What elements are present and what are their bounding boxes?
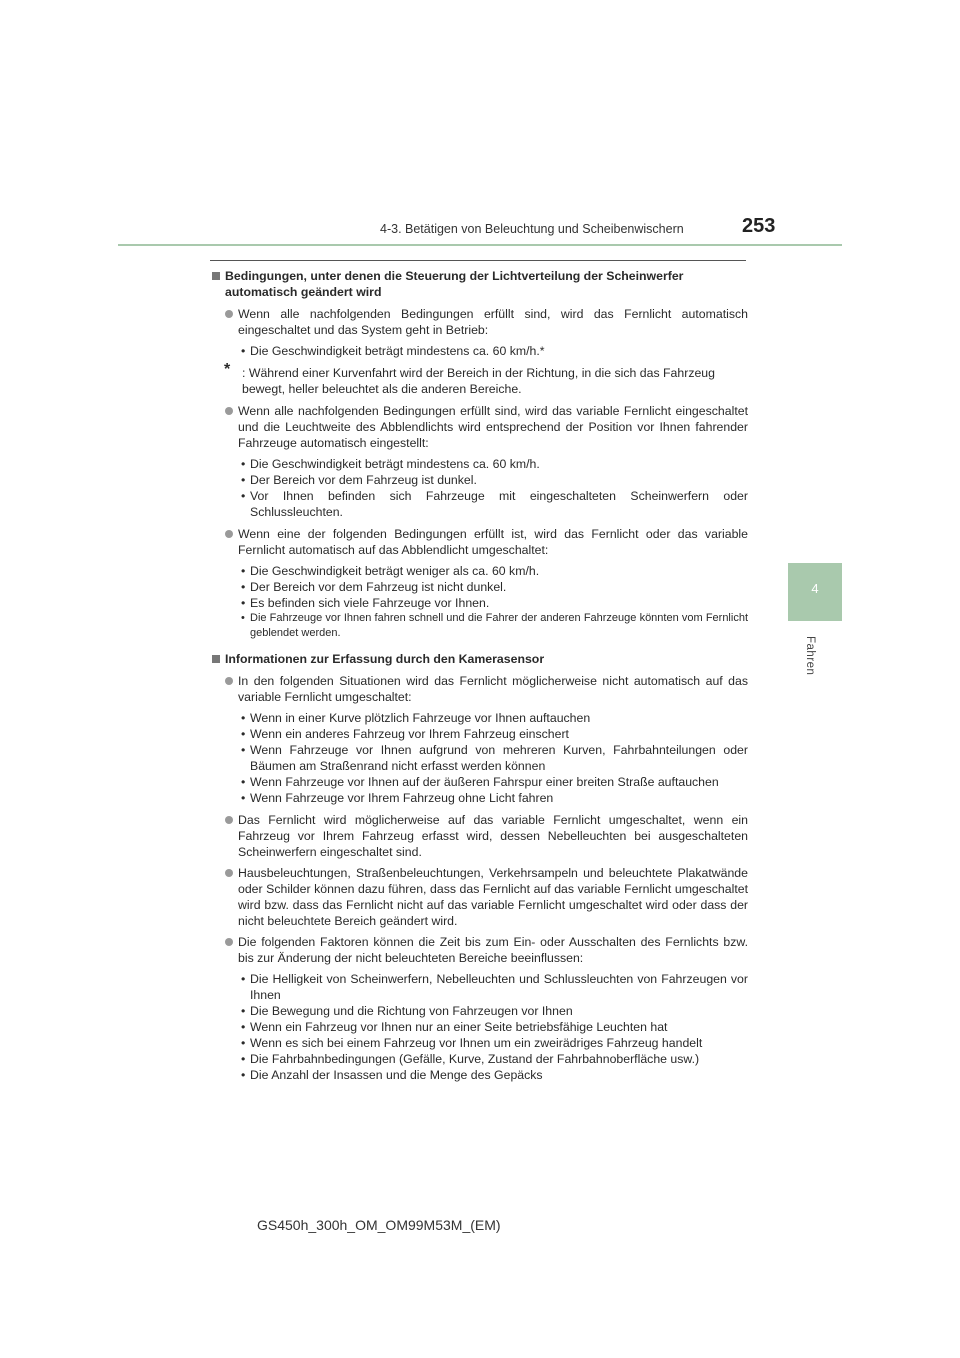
sub-list bbox=[212, 343, 748, 359]
sub-item: • Die Geschwindigkeit beträgt weniger als ca. 60 km/h. bbox=[241, 564, 540, 578]
sub-item: • Die Anzahl der Insassen und die Menge des Gepäcks bbox=[241, 1068, 543, 1082]
bullet-item: Hausbeleuchtungen, Straßenbeleuchtungen, Verkehrsampeln und beleuchtete Plakatwände oder Schilder können dazu führen, dass das Fernlicht auf das variable Fernlicht umgeschaltet wird bzw. dass das Fernlicht nicht auf das variable Fernlicht umgeschaltet wird oder dass der nicht beleuchtete Bereich geändert wird. bbox=[212, 865, 748, 929]
sub-item: • Es befinden sich viele Fahrzeuge vor Ihnen. bbox=[241, 596, 490, 610]
document-footer: GS450h_300h_OM_OM99M53M_(EM) bbox=[257, 1217, 501, 1233]
circle-bullet-icon bbox=[225, 677, 233, 685]
sub-item: • Wenn es sich bei einem Fahrzeug vor Ihnen um ein zweirädriges Fahrzeug handelt bbox=[241, 1036, 703, 1050]
page-number: 253 bbox=[742, 215, 776, 237]
sub-item: • Die Helligkeit von Scheinwerfern, Nebelleuchten und Schlussleuchten von Fahrzeugen vor Ihnen bbox=[241, 972, 748, 1002]
sub-item: • Der Bereich vor dem Fahrzeug ist nicht dunkel. bbox=[241, 580, 507, 594]
square-bullet-icon bbox=[212, 655, 220, 663]
chapter-label: Fahren bbox=[804, 636, 816, 676]
footnote: * : Während einer Kurvenfahrt wird der Bereich in der Richtung, in die sich das Fahrzeug bewegt, heller beleuchtet als die anderen Bereiche. bbox=[224, 361, 715, 396]
sub-item: • Die Geschwindigkeit beträgt mindestens ca. 60 km/h.* bbox=[241, 344, 545, 358]
chapter-tab bbox=[788, 563, 842, 621]
sub-list bbox=[212, 710, 748, 806]
circle-bullet-icon bbox=[225, 530, 233, 538]
circle-bullet-icon bbox=[225, 869, 233, 877]
circle-bullet-icon bbox=[225, 310, 233, 318]
sub-item: • Wenn ein anderes Fahrzeug vor Ihrem Fahrzeug einschert bbox=[241, 727, 569, 741]
circle-bullet-icon bbox=[225, 407, 233, 415]
bullet-item: Wenn eine der folgenden Bedingungen erfüllt ist, wird das Fernlicht oder das variable Fernlicht automatisch auf das Abblendlicht umgeschaltet: bbox=[212, 526, 748, 558]
section-title: Bedingungen, unter denen die Steuerung der Lichtverteilung der Scheinwerfer automatisch geändert wird bbox=[212, 268, 748, 300]
sub-list bbox=[212, 971, 748, 1083]
sub-item: • Wenn ein Fahrzeug vor Ihnen nur an einer Seite betriebsfähige Leuchten hat bbox=[241, 1020, 668, 1034]
sub-item: • Die Geschwindigkeit beträgt mindestens ca. 60 km/h. bbox=[241, 457, 540, 471]
header-section-title: 4-3. Betätigen von Beleuchtung und Scheibenwischern bbox=[380, 222, 684, 236]
section-title: Informationen zur Erfassung durch den Kamerasensor bbox=[212, 651, 748, 667]
bullet-item: Die folgenden Faktoren können die Zeit bis zum Ein- oder Ausschalten des Fernlichts bzw. bis zur Änderung der nicht beleuchteten Bereiche beeinflussen: bbox=[212, 934, 748, 966]
sub-item: • Wenn in einer Kurve plötzlich Fahrzeuge vor Ihnen auftauchen bbox=[241, 711, 591, 725]
circle-bullet-icon bbox=[225, 816, 233, 824]
asterisk-icon: * bbox=[224, 361, 231, 378]
sub-item: • Die Fahrbahnbedingungen (Gefälle, Kurve, Zustand der Fahrbahnoberfläche usw.) bbox=[241, 1052, 700, 1066]
header-divider bbox=[118, 244, 842, 246]
sub-list bbox=[212, 456, 748, 520]
circle-bullet-icon bbox=[225, 938, 233, 946]
sub-item: • Die Fahrzeuge vor Ihnen fahren schnell und die Fahrer der anderen Fahrzeuge könnten vom Fernlicht geblendet werden. bbox=[241, 612, 748, 639]
sub-item: • Wenn Fahrzeuge vor Ihrem Fahrzeug ohne Licht fahren bbox=[241, 791, 554, 805]
sub-item: • Die Bewegung und die Richtung von Fahrzeugen vor Ihnen bbox=[241, 1004, 573, 1018]
sub-item: • Der Bereich vor dem Fahrzeug ist dunkel. bbox=[241, 473, 477, 487]
bullet-item: Das Fernlicht wird möglicherweise auf das variable Fernlicht umgeschaltet, wenn ein Fahrzeug vor Ihrem Fahrzeug erfasst wird, dessen Nebelleuchten bei ausgeschalteten Scheinwerfern eingeschaltet sind. bbox=[212, 812, 748, 860]
sub-list bbox=[212, 563, 748, 641]
square-bullet-icon bbox=[212, 272, 220, 280]
bullet-item: Wenn alle nachfolgenden Bedingungen erfüllt sind, wird das variable Fernlicht eingeschaltet und die Leuchtweite des Abblendlichts wird entsprechend der Position vor Ihnen fahrender Fahrzeuge automatisch eingestellt: bbox=[212, 403, 748, 451]
sub-item: • Wenn Fahrzeuge vor Ihnen auf der äußeren Fahrspur einer breiten Straße auftauchen bbox=[241, 775, 719, 789]
content-top-rule bbox=[210, 260, 746, 261]
bullet-item: Wenn alle nachfolgenden Bedingungen erfüllt sind, wird das Fernlicht automatisch eingeschaltet und das System geht in Betrieb: bbox=[212, 306, 748, 338]
sub-item: • Vor Ihnen befinden sich Fahrzeuge mit eingeschalteten Scheinwerfern oder Schlussleuchten. bbox=[241, 489, 748, 519]
bullet-item: In den folgenden Situationen wird das Fernlicht möglicherweise nicht automatisch auf das variable Fernlicht umgeschaltet: bbox=[212, 673, 748, 705]
sub-item: • Wenn Fahrzeuge vor Ihnen aufgrund von mehreren Kurven, Fahrbahnteilungen oder Bäumen am Straßenrand nicht erfasst werden können bbox=[241, 743, 748, 773]
content-body bbox=[212, 268, 748, 1089]
chapter-number: 4 bbox=[811, 581, 819, 596]
